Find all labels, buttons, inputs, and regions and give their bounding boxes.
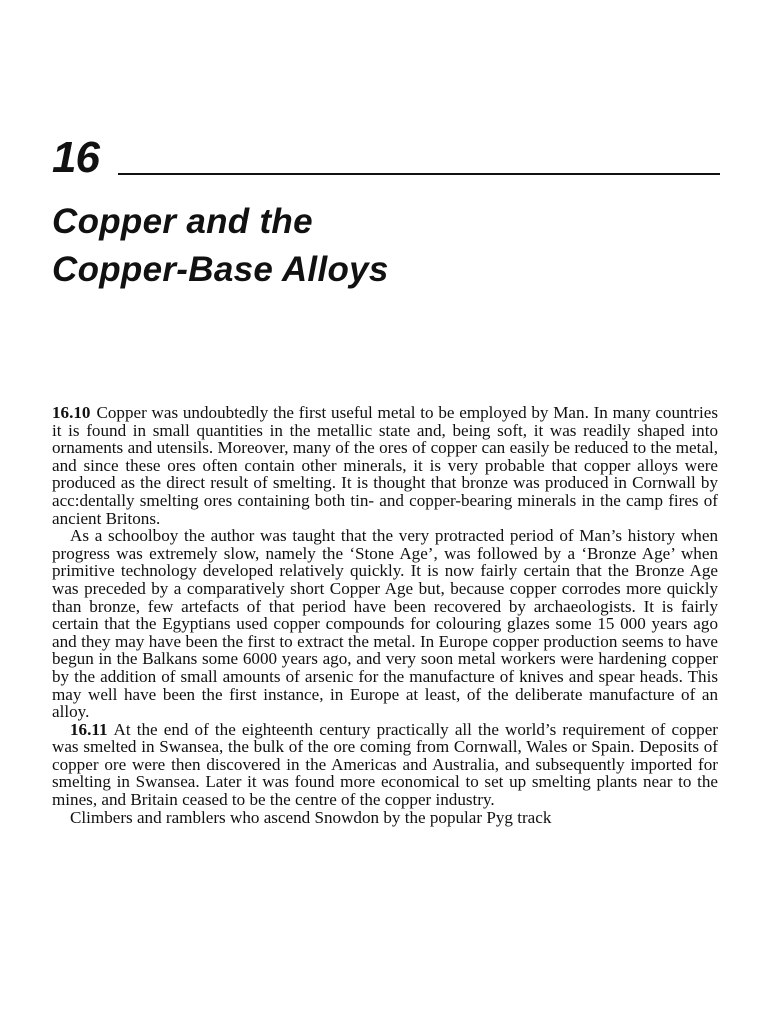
paragraph-number: 16.11 [70, 719, 108, 739]
chapter-heading [52, 133, 720, 182]
body-text [52, 404, 718, 826]
paragraph-stone-age [52, 527, 718, 721]
paragraph-text: At the end of the eighteenth century practically all the world’s requirement of copper was smelted in Swansea, the bulk of the ore coming from Cornwall, Wales or Spain. Deposits of copper ore were then discovered in the Americas and Australia, and subsequently imported for smelting in Swansea. Later it was found more economical to set up smelting plants near to the mines, and Britain ceased to be the centre of the copper industry. [52, 719, 718, 810]
paragraph-text: Copper was undoubtedly the first useful metal to be employed by Man. In many countries it is found in small quantities in the metallic state and, being soft, it was readily shaped into ornaments and utensils. Moreover, many of the ores of copper can easily be reduced to the metal, and since these ores often contain other minerals, it is very probable that copper alloys were produced as the direct result of smelting. It is thought that bronze was produced in Cornwall by acc:dentally smelting ores containing both tin- and copper-bearing minerals in the camp fires of ancient Britons. [52, 403, 718, 528]
paragraph-text: As a schoolboy the author was taught that the very protracted period of Man’s history when progress was extremely slow, namely the ‘Stone Age’, was followed by a ‘Bronze Age’ when primitive technology developed relatively quickly. It is now fairly certain that the Bronze Age was preceded by a comparatively short Copper Age but, because copper corrodes more quickly than bronze, few artefacts of that period have been recovered by archaeologists. It is fairly certain that the Egyptians used copper compounds for colouring glazes some 15 000 years ago and they may have been the first to extract the metal. In Europe copper production seems to have begun in the Balkans some 6000 years ago, and very soon metal workers were hardening copper by the addition of small amounts of arsenic for the manufacture of knives and spear heads. This may well have been the first instance, in Europe at least, of the deliberate manufacture of an alloy. [52, 526, 718, 722]
chapter-title-line-2: Copper-Base Alloys [52, 250, 389, 289]
paragraph-text: Climbers and ramblers who ascend Snowdon by the popular Pyg track [70, 807, 552, 827]
chapter-number: 16 [52, 133, 99, 182]
chapter-title-line-1: Copper and the [52, 202, 313, 241]
chapter-title [52, 198, 720, 294]
paragraph-number: 16.10 [52, 403, 91, 422]
paragraph-16-11 [52, 721, 718, 809]
paragraph-snowdon [52, 809, 718, 827]
chapter-rule [118, 173, 720, 175]
paragraph-16-10 [52, 404, 718, 527]
